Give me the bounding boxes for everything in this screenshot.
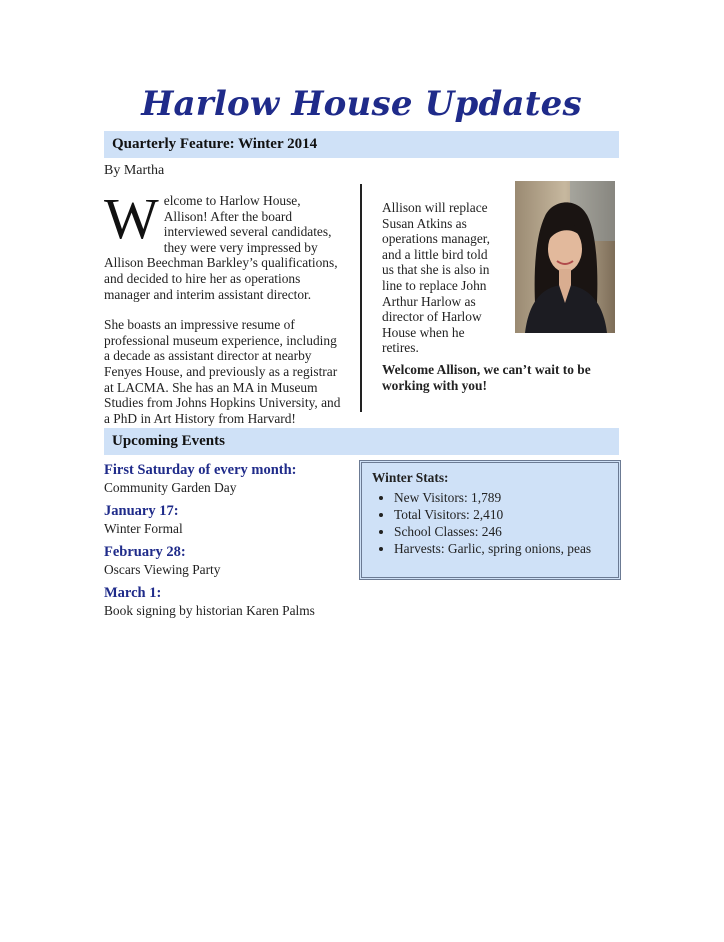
event-item xyxy=(104,502,354,537)
event-description: Winter Formal xyxy=(104,521,183,536)
feature-paragraph-2: She boasts an impressive resume of professional museum experience, including a decade as assistant director at nearby Fenyes House, and previously as a registrar at LACMA. She has an MA in Museum Studies from Johns Hopkins University, and a PhD in Art History from Harvard! xyxy=(104,317,341,426)
events-list xyxy=(104,461,354,625)
feature-section-bar: Quarterly Feature: Winter 2014 xyxy=(104,131,619,158)
feature-paragraph-1 xyxy=(104,186,342,302)
feature-paragraph-3: Allison will replace Susan Atkins as operations manager, and a little bird told us that she is also in line to replace John Arthur Harlow as director of Harlow House when he retires. xyxy=(382,200,491,356)
drop-cap: W xyxy=(104,186,159,251)
closing-message: Welcome Allison, we can’t wait to be working with you! xyxy=(382,362,591,393)
event-date: March 1: xyxy=(104,585,162,601)
events-section-bar: Upcoming Events xyxy=(104,428,619,455)
stats-item: • Harvests: Garlic, spring onions, peas xyxy=(394,540,608,557)
event-description: Oscars Viewing Party xyxy=(104,562,221,577)
event-date: First Saturday of every month: xyxy=(104,462,297,478)
newsletter-title: Harlow House Updates xyxy=(141,84,582,124)
portrait-image xyxy=(515,181,615,333)
stats-item: • School Classes: 246 xyxy=(394,523,608,540)
stats-item: • Total Visitors: 2,410 xyxy=(394,506,608,523)
winter-stats-box xyxy=(359,460,621,580)
portrait-photo xyxy=(515,181,615,333)
feature-right-column xyxy=(382,200,494,356)
event-description: Book signing by historian Karen Palms xyxy=(104,603,315,618)
byline: By Martha xyxy=(104,163,165,178)
stats-title: Winter Stats: xyxy=(372,470,449,485)
feature-left-column xyxy=(104,186,342,441)
event-date: February 28: xyxy=(104,544,186,560)
event-description: Community Garden Day xyxy=(104,480,237,495)
event-date: January 17: xyxy=(104,503,179,519)
event-item xyxy=(104,461,354,496)
event-item xyxy=(104,543,354,578)
stats-list xyxy=(372,489,608,557)
event-item xyxy=(104,584,354,619)
stats-item: • New Visitors: 1,789 xyxy=(394,489,608,506)
feature-paragraph-1-text: elcome to Harlow House, Allison! After the board interviewed several candidates, they were very impressed by Allison Beechman Barkley’s qualifications, and decided to hire her as operations manager and interim assistant director. xyxy=(104,193,338,302)
column-divider xyxy=(360,184,362,412)
